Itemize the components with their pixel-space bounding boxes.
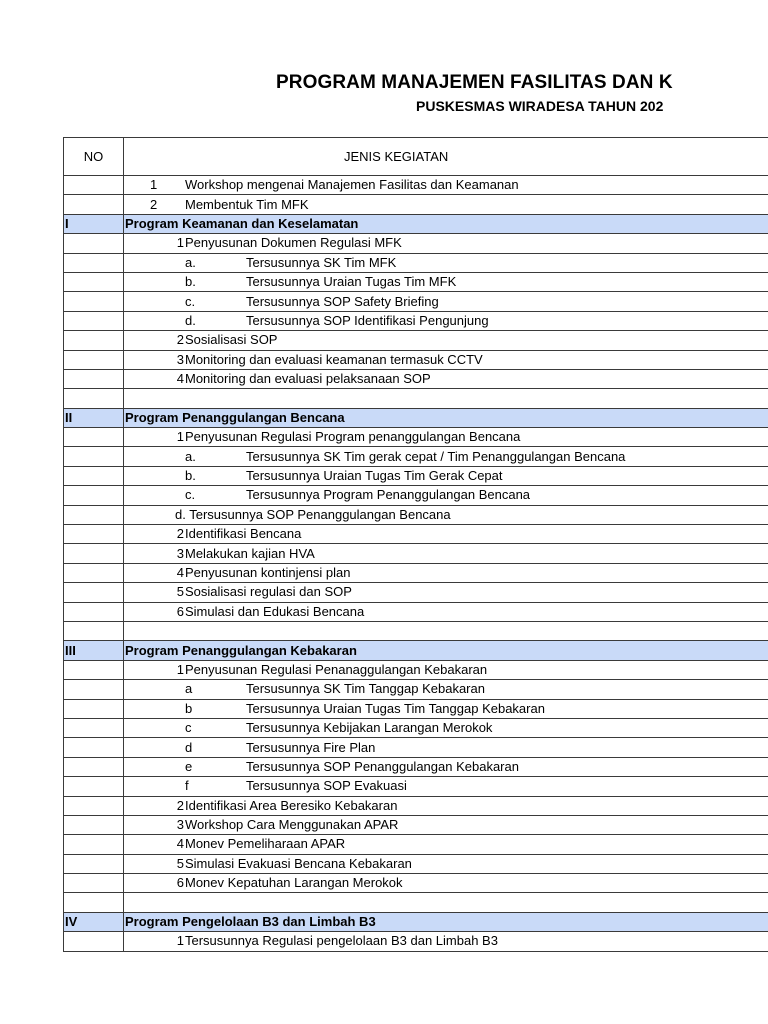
- item-text: Simulasi Evakuasi Bencana Kebakaran: [185, 855, 412, 871]
- item-number: 3: [176, 817, 184, 833]
- cell-jenis-kegiatan: [124, 835, 768, 854]
- item-text: Identifikasi Bencana: [185, 526, 302, 542]
- cell-jenis-kegiatan: [124, 408, 768, 427]
- cell-jenis-kegiatan: [124, 544, 768, 563]
- cell-no: [64, 602, 124, 621]
- sub-item-row: [64, 466, 768, 485]
- cell-jenis-kegiatan: [124, 718, 768, 737]
- table-row: [64, 583, 768, 602]
- sub-item-row: [64, 738, 768, 757]
- item-number: 1: [176, 661, 184, 677]
- item-number: 2: [176, 797, 184, 813]
- section-row: [64, 912, 768, 931]
- item-number: 1: [176, 235, 184, 251]
- cell-no: [64, 428, 124, 447]
- item-text: Monev Pemeliharaan APAR: [185, 836, 346, 852]
- sub-item-row: [64, 447, 768, 466]
- sub-item-letter: a: [185, 681, 193, 697]
- item-text: Tersusunnya Regulasi pengelolaan B3 dan Limbah B3: [185, 933, 498, 949]
- blank-row: [64, 893, 768, 912]
- cell-jenis-kegiatan: [124, 466, 768, 485]
- cell-no: [64, 777, 124, 796]
- table-row: [64, 874, 768, 893]
- item-number: 3: [176, 545, 184, 561]
- cell-jenis-kegiatan: [124, 234, 768, 253]
- section-title: Program Penanggulangan Kebakaran: [125, 642, 357, 658]
- sub-item-letter: b.: [185, 274, 196, 290]
- cell-no: [64, 738, 124, 757]
- item-number: 2: [176, 332, 184, 348]
- cell-jenis-kegiatan: [124, 641, 768, 660]
- sub-item-letter: e: [185, 758, 193, 774]
- table-row: [64, 854, 768, 873]
- cell-no: [64, 854, 124, 873]
- sub-item-letter: d: [185, 739, 193, 755]
- cell-jenis-kegiatan: [124, 777, 768, 796]
- table-row: [64, 544, 768, 563]
- cell-no: [64, 932, 124, 951]
- cell-jenis-kegiatan: [124, 602, 768, 621]
- cell-no: [64, 447, 124, 466]
- item-number: 4: [176, 565, 184, 580]
- cell-no: [64, 311, 124, 330]
- sub-item-text: Tersusunnya Kebijakan Larangan Merokok: [246, 720, 493, 736]
- cell-jenis-kegiatan: [124, 699, 768, 718]
- cell-no: [64, 835, 124, 854]
- cell-jenis-kegiatan: [124, 583, 768, 602]
- item-text: Monitoring dan evaluasi keamanan termasuk CCTV: [185, 351, 483, 367]
- item-number: 2: [176, 526, 184, 542]
- section-row: [64, 214, 768, 233]
- cell-jenis-kegiatan: [124, 350, 768, 369]
- header-no: NO: [64, 138, 124, 176]
- cell-jenis-kegiatan: [124, 815, 768, 834]
- item-number: 6: [176, 603, 184, 619]
- item-text: Sosialisasi regulasi dan SOP: [185, 584, 352, 600]
- table-row: [64, 932, 768, 951]
- cell-no: [64, 718, 124, 737]
- sub-item-text: Tersusunnya SOP Penanggulangan Kebakaran: [246, 758, 519, 774]
- cell-jenis-kegiatan: [124, 292, 768, 311]
- cell-no: [64, 815, 124, 834]
- cell-no: [64, 234, 124, 253]
- cell-no: [64, 680, 124, 699]
- cell-no: [64, 253, 124, 272]
- cell-no: [64, 757, 124, 776]
- sub-item-text: d. Tersusunnya SOP Penanggulangan Bencana: [175, 506, 451, 522]
- cell-jenis-kegiatan: [124, 331, 768, 350]
- sub-item-text: Tersusunnya Fire Plan: [246, 739, 376, 755]
- cell-no: [64, 369, 124, 388]
- item-text: Membentuk Tim MFK: [185, 196, 309, 212]
- sub-item-row: [64, 718, 768, 737]
- table-row: [64, 563, 768, 582]
- section-title: Program Keamanan dan Keselamatan: [125, 215, 359, 231]
- blank-row: [64, 389, 768, 408]
- cell-jenis-kegiatan: [124, 525, 768, 544]
- cell-no: III: [64, 641, 124, 660]
- cell-no: [64, 292, 124, 311]
- sub-item-letter: c: [185, 720, 192, 736]
- cell-no: [64, 796, 124, 815]
- cell-no: [64, 466, 124, 485]
- table-row: [64, 176, 768, 195]
- sub-item-letter: a.: [185, 448, 196, 464]
- cell-jenis-kegiatan: [124, 912, 768, 931]
- item-text: Workshop mengenai Manajemen Fasilitas dan Keamanan: [185, 177, 519, 193]
- item-number: 4: [176, 836, 184, 852]
- table-row: [64, 525, 768, 544]
- sub-item-text: Tersusunnya Uraian Tugas Tim Gerak Cepat: [246, 468, 503, 484]
- item-number: 6: [176, 875, 184, 891]
- sub-item-text: Tersusunnya SK Tim Tanggap Kebakaran: [246, 681, 485, 697]
- sub-item-text: Tersusunnya Program Penanggulangan Bencana: [246, 487, 531, 503]
- cell-jenis-kegiatan: [124, 272, 768, 291]
- item-text: Monitoring dan evaluasi pelaksanaan SOP: [185, 371, 431, 387]
- sub-item-row: [64, 311, 768, 330]
- sub-item-text: Tersusunnya SK Tim gerak cepat / Tim Penanggulangan Bencana: [246, 448, 626, 464]
- item-number: 3: [176, 351, 184, 367]
- cell-jenis-kegiatan: [124, 932, 768, 951]
- table-row: [64, 195, 768, 214]
- cell-no: [64, 176, 124, 195]
- sub-item-letter: d.: [185, 312, 196, 328]
- cell-no: IV: [64, 912, 124, 931]
- cell-jenis-kegiatan: [124, 369, 768, 388]
- table-row: [64, 350, 768, 369]
- cell-jenis-kegiatan: [124, 214, 768, 233]
- cell-no: [64, 350, 124, 369]
- cell-no: [64, 893, 124, 912]
- sub-item-text: Tersusunnya SOP Safety Briefing: [246, 293, 439, 309]
- cell-no: [64, 563, 124, 582]
- sub-item-row: [64, 777, 768, 796]
- blank-row: [64, 621, 768, 640]
- cell-jenis-kegiatan: [124, 854, 768, 873]
- document-subtitle: PUSKESMAS WIRADESA TAHUN 202: [416, 98, 664, 114]
- cell-jenis-kegiatan: [124, 660, 768, 679]
- cell-jenis-kegiatan: [124, 738, 768, 757]
- cell-no: [64, 389, 124, 408]
- cell-no: I: [64, 214, 124, 233]
- cell-jenis-kegiatan: [124, 389, 768, 408]
- cell-no: [64, 331, 124, 350]
- cell-no: [64, 505, 124, 524]
- table-header-row: [64, 138, 768, 176]
- cell-jenis-kegiatan: [124, 621, 768, 640]
- cell-no: [64, 583, 124, 602]
- cell-jenis-kegiatan: [124, 796, 768, 815]
- cell-no: [64, 621, 124, 640]
- section-row: [64, 641, 768, 660]
- sub-item-text: Tersusunnya SOP Evakuasi: [246, 778, 407, 794]
- item-number: 1: [176, 933, 184, 949]
- header-jenis-kegiatan: JENIS KEGIATAN: [124, 138, 768, 176]
- sub-item-letter: b.: [185, 468, 196, 484]
- item-text: Monev Kepatuhan Larangan Merokok: [185, 875, 403, 891]
- activity-table-viewport: [63, 137, 768, 957]
- cell-no: [64, 874, 124, 893]
- sub-item-text: Tersusunnya SOP Identifikasi Pengunjung: [246, 312, 489, 328]
- cell-no: [64, 272, 124, 291]
- cell-jenis-kegiatan: [124, 195, 768, 214]
- sub-item-text: Tersusunnya Uraian Tugas Tim Tanggap Kebakaran: [246, 700, 545, 716]
- activity-table: [63, 137, 768, 952]
- item-number: 5: [176, 584, 184, 600]
- sub-item-letter: b: [185, 700, 193, 716]
- item-text: Penyusunan Regulasi Program penanggulangan Bencana: [185, 429, 521, 445]
- item-text: Penyusunan Dokumen Regulasi MFK: [185, 235, 402, 251]
- table-row: [64, 234, 768, 253]
- cell-no: [64, 195, 124, 214]
- sub-item-row: [64, 272, 768, 291]
- sub-item-row: [64, 486, 768, 505]
- table-row: [64, 815, 768, 834]
- cell-jenis-kegiatan: [124, 486, 768, 505]
- item-text: Workshop Cara Menggunakan APAR: [185, 817, 399, 833]
- cell-jenis-kegiatan: [124, 311, 768, 330]
- item-number: 1: [150, 177, 158, 193]
- item-number: 4: [176, 371, 184, 387]
- sub-item-letter: c.: [185, 487, 196, 503]
- cell-jenis-kegiatan: [124, 680, 768, 699]
- item-number: 2: [150, 196, 158, 212]
- cell-jenis-kegiatan: [124, 447, 768, 466]
- item-text: Sosialisasi SOP: [185, 332, 278, 348]
- cell-no: [64, 660, 124, 679]
- table-row: [64, 602, 768, 621]
- item-text: Melakukan kajian HVA: [185, 545, 315, 561]
- cell-jenis-kegiatan: [124, 757, 768, 776]
- sub-item-letter: a.: [185, 254, 196, 270]
- sub-item-row: [64, 505, 768, 524]
- cell-jenis-kegiatan: [124, 505, 768, 524]
- sub-item-text: Tersusunnya SK Tim MFK: [246, 254, 397, 270]
- table-row: [64, 835, 768, 854]
- cell-no: [64, 525, 124, 544]
- sub-item-letter: c.: [185, 293, 196, 309]
- cell-no: [64, 544, 124, 563]
- sub-item-row: [64, 699, 768, 718]
- cell-jenis-kegiatan: [124, 176, 768, 195]
- sub-item-row: [64, 292, 768, 311]
- cell-jenis-kegiatan: [124, 563, 768, 582]
- sub-item-text: Tersusunnya Uraian Tugas Tim MFK: [246, 274, 457, 290]
- sub-item-row: [64, 253, 768, 272]
- cell-jenis-kegiatan: [124, 428, 768, 447]
- cell-no: [64, 486, 124, 505]
- item-text: Penyusunan Regulasi Penanaggulangan Kebakaran: [185, 661, 488, 677]
- section-title: Program Penanggulangan Bencana: [125, 409, 345, 425]
- item-number: 1: [176, 429, 184, 445]
- item-text: Identifikasi Area Beresiko Kebakaran: [185, 797, 398, 813]
- section-row: [64, 408, 768, 427]
- item-number: 5: [176, 855, 184, 871]
- table-row: [64, 796, 768, 815]
- cell-jenis-kegiatan: [124, 874, 768, 893]
- item-text: Simulasi dan Edukasi Bencana: [185, 603, 365, 619]
- table-row: [64, 369, 768, 388]
- cell-jenis-kegiatan: [124, 893, 768, 912]
- document-title: PROGRAM MANAJEMEN FASILITAS DAN K: [276, 72, 673, 93]
- item-text: Penyusunan kontinjensi plan: [185, 565, 351, 580]
- cell-no: [64, 699, 124, 718]
- sub-item-row: [64, 757, 768, 776]
- table-row: [64, 428, 768, 447]
- cell-no: II: [64, 408, 124, 427]
- cell-jenis-kegiatan: [124, 253, 768, 272]
- section-title: Program Pengelolaan B3 dan Limbah B3: [125, 914, 376, 930]
- table-row: [64, 660, 768, 679]
- sub-item-row: [64, 680, 768, 699]
- table-row: [64, 331, 768, 350]
- sub-item-letter: f: [185, 778, 189, 794]
